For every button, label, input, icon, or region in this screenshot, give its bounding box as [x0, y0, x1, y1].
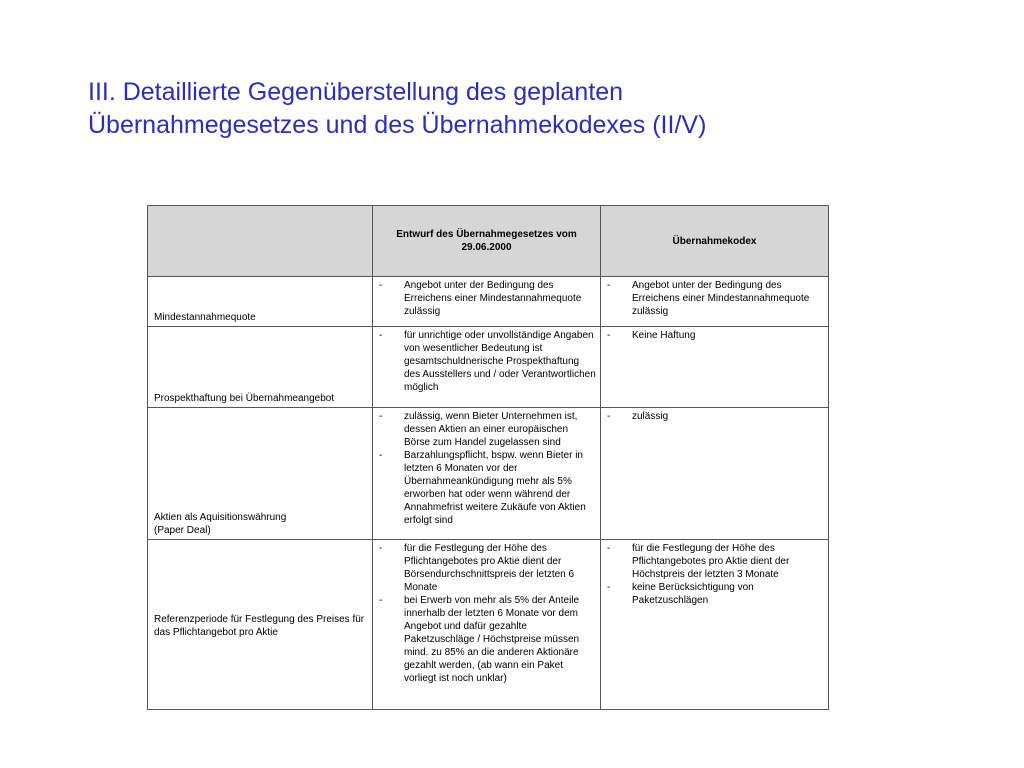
- gesetz-cell: [373, 327, 601, 408]
- kodex-list: [601, 277, 828, 320]
- row-label-text: Aktien als Aquisitionswährung: [154, 512, 287, 523]
- gesetz-cell: [373, 408, 601, 540]
- row-label-text: Mindestannahmequote: [154, 312, 256, 323]
- list-item: - Barzahlungspflicht, bspw. wenn Bieter in letzten 6 Monaten vor der Übernahmeankündigung mehr als 5% erworben hat oder wenn während der Annahmefrist weitere Zukäufe von Aktien erfolgt sind: [379, 449, 596, 527]
- list-item: - zulässig, wenn Bieter Unternehmen ist, dessen Aktien an einer europäischen Börse zum Handel zugelassen sind: [379, 410, 596, 449]
- row-label: [148, 277, 373, 327]
- gesetz-list: [373, 540, 600, 687]
- list-item: - keine Berücksichtigung von Paketzuschlägen: [607, 581, 824, 607]
- header-gesetz: [373, 206, 601, 277]
- list-item: - bei Erwerb von mehr als 5% der Anteile innerhalb der letzten 6 Monate vor dem Angebot und dafür gezahlte Paketzuschläge / Höchstpreise müssen mind. zu 85% an die anderen Aktionäre gezahlt werden, (ab wann ein Paket vorliegt ist noch unklar): [379, 594, 596, 685]
- kodex-cell: [601, 327, 829, 408]
- row-label: [148, 327, 373, 408]
- list-item: - für unrichtige oder unvollständige Angaben von wesentlicher Bedeutung ist gesamtschuldnerische Prospekthaftung des Ausstellers und / oder Verantwortlichen möglich: [379, 329, 596, 394]
- row-label: [148, 408, 373, 540]
- row-label-subtext: (Paper Deal): [154, 525, 211, 536]
- table-row: [148, 327, 829, 408]
- list-item: - Angebot unter der Bedingung des Erreichens einer Mindestannahmequote zulässig: [379, 279, 596, 318]
- page-title-line-1: III. Detaillierte Gegenüberstellung des geplanten: [88, 78, 624, 106]
- table-row: [148, 408, 829, 540]
- kodex-list: [601, 540, 828, 609]
- header-empty-cell: [148, 206, 373, 277]
- table-row: [148, 540, 829, 710]
- header-kodex-label: Übernahmekodex: [672, 235, 757, 247]
- list-item: - für die Festlegung der Höhe des Pflichtangebotes pro Aktie dient der Börsendurchschnittspreis der letzten 6 Monate: [379, 542, 596, 594]
- kodex-list: [601, 327, 828, 344]
- table-row: [148, 277, 829, 327]
- kodex-list: [601, 408, 828, 425]
- row-label-text: Prospekthaftung bei Übernahmeangebot: [154, 393, 335, 404]
- gesetz-list: [373, 327, 600, 396]
- list-item: - für die Festlegung der Höhe des Pflichtangebotes pro Aktie dient der Höchstpreis der letzten 3 Monate: [607, 542, 824, 581]
- header-kodex: [601, 206, 829, 277]
- table-header-row: [148, 206, 829, 277]
- gesetz-cell: [373, 540, 601, 710]
- gesetz-list: [373, 277, 600, 320]
- comparison-table: [147, 205, 829, 710]
- row-label-text: Referenzperiode für Festlegung des Preises für das Pflichtangebot pro Aktie: [154, 614, 365, 638]
- page-title: [88, 76, 948, 142]
- gesetz-cell-clip: [373, 408, 600, 539]
- gesetz-list: [373, 408, 600, 529]
- list-item: - zulässig: [607, 410, 824, 423]
- row-label: [148, 540, 373, 710]
- kodex-cell: [601, 277, 829, 327]
- header-gesetz-label: Entwurf des Übernahmegesetzes vom 29.06.2000: [396, 229, 577, 253]
- list-item: - Keine Haftung: [607, 329, 824, 342]
- list-item: - Angebot unter der Bedingung des Erreichens einer Mindestannahmequote zulässig: [607, 279, 824, 318]
- gesetz-cell: [373, 277, 601, 327]
- kodex-cell: [601, 408, 829, 540]
- kodex-cell: [601, 540, 829, 710]
- page-title-line-2: Übernahmegesetzes und des Übernahmekodexes (II/V): [88, 111, 707, 139]
